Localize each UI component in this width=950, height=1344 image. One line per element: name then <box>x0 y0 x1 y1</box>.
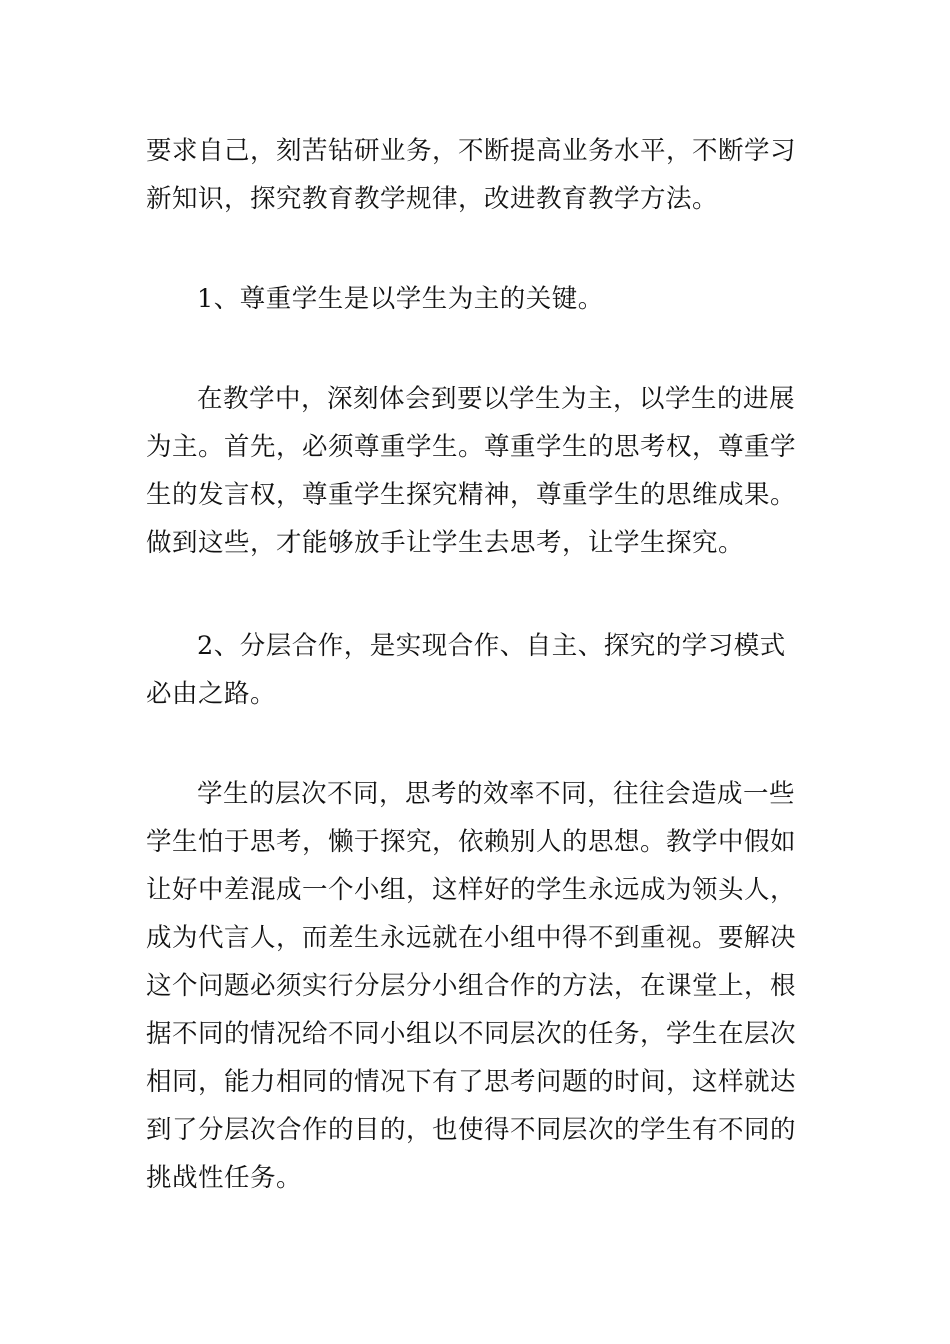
section-heading-2: 2、分层合作，是实现合作、自主、探究的学习模式必由之路。 <box>146 631 786 709</box>
paragraph-layered-cooperation: 学生的层次不同，思考的效率不同，往往会造成一些学生怕于思考，懒于探究，依赖别人的思想。教学中假如让好中差混成一个小组，这样好的学生永远成为领头人，成为代言人，而差生永远就在小组中得不到重视。要解决这个问题必须实行分层分小组合作的方法，在课堂上，根据不同的情况给不同小组以不同层次的任务，学生在层次相同，能力相同的情况下有了思考问题的时间，这样就达到了分层次合作的目的，也使得不同层次的学生有不同的挑战性任务。 <box>146 779 797 1193</box>
paragraph-continuation: 要求自己，刻苦钻研业务，不断提高业务水平，不断学习新知识，探究教育教学规律，改进教育教学方法。 <box>146 136 797 214</box>
paragraph-respect-students: 在教学中，深刻体会到要以学生为主，以学生的进展为主。首先，必须尊重学生。尊重学生的思考权，尊重学生的发言权，尊重学生探究精神，尊重学生的思维成果。做到这些，才能够放手让学生去思考，让学生探究。 <box>146 384 797 558</box>
section-heading-1: 1、尊重学生是以学生为主的关键。 <box>197 284 604 314</box>
